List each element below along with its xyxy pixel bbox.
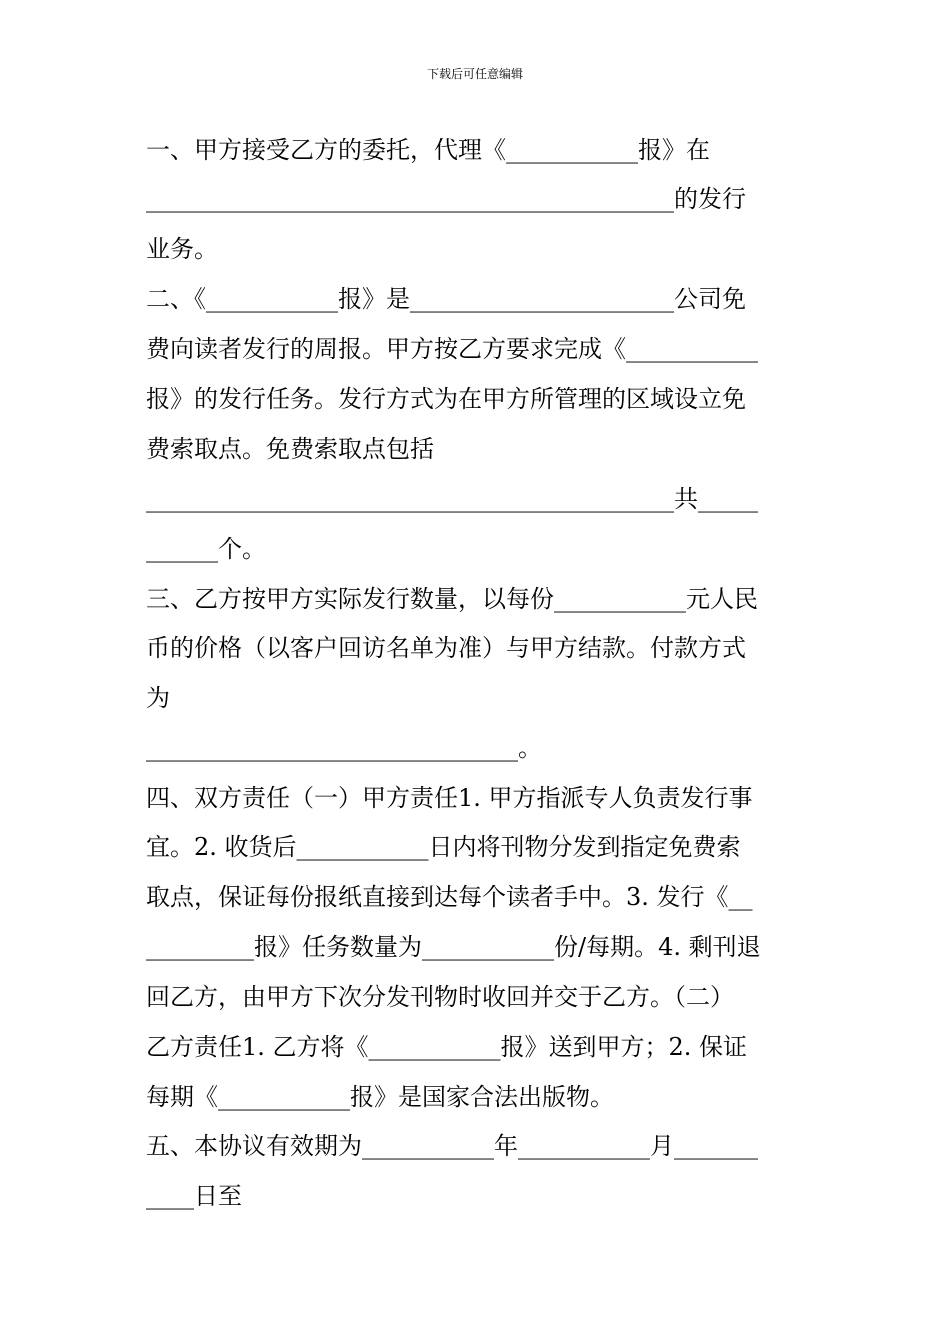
document-line: 报》的发行任务。发行方式为在甲方所管理的区域设立免 (146, 385, 746, 413)
document-line: 为 (146, 684, 170, 712)
document-line: ____________________________________________共_____ (146, 485, 758, 513)
document-line: 三、乙方按甲方实际发行数量，以每份___________元人民 (146, 585, 758, 613)
document-line: _______________________________。 (146, 734, 542, 762)
document-line: 业务。 (146, 235, 218, 263)
document-line: ____________________________________________的发行 (146, 185, 746, 213)
page-header-note: 下载后可任意编辑 (426, 67, 523, 81)
document-line: 取点，保证每份报纸直接到达每个读者手中。3. 发行《__ (146, 883, 753, 911)
document-line: ____日至 (146, 1182, 242, 1210)
document-line: _________报》任务数量为___________份/每期。4. 剩刊退 (146, 933, 761, 961)
document-line: 一、甲方接受乙方的委托，代理《___________报》在 (146, 136, 710, 164)
document-line: ______个。 (146, 535, 266, 563)
document-line: 二、《___________报》是______________________公司免 (146, 285, 746, 313)
document-line: 回乙方，由甲方下次分发刊物时收回并交于乙方。（二） (146, 983, 734, 1011)
document-line: 费索取点。免费索取点包括 (146, 435, 434, 463)
document-line: 五、本协议有效期为___________年___________月_______ (146, 1132, 758, 1160)
document-line: 四、双方责任（一）甲方责任1. 甲方指派专人负责发行事 (146, 784, 753, 812)
document-line: 币的价格（以客户回访名单为准）与甲方结款。付款方式 (146, 634, 746, 662)
document-line: 每期《___________报》是国家合法出版物。 (146, 1083, 614, 1111)
document-line: 费向读者发行的周报。甲方按乙方要求完成《___________ (146, 335, 758, 363)
document-line: 乙方责任1. 乙方将《___________报》送到甲方；2. 保证 (146, 1033, 748, 1061)
document-line: 宜。2. 收货后___________日内将刊物分发到指定免费索 (146, 833, 741, 861)
